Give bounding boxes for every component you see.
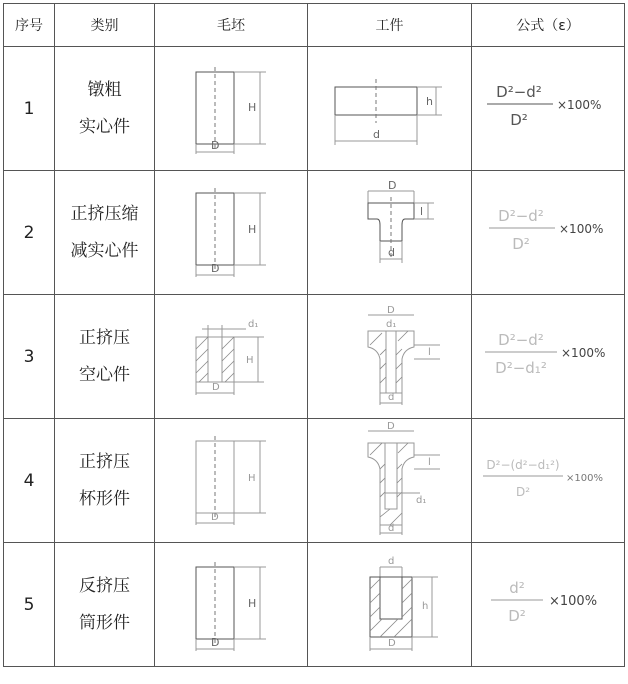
work-height-label: l bbox=[427, 346, 431, 358]
row-index: 2 bbox=[4, 171, 55, 295]
work-inner-diameter-label: d₁ bbox=[415, 494, 426, 506]
header-category: 类别 bbox=[55, 4, 155, 47]
work-height-label: h bbox=[425, 94, 433, 108]
formula-cell bbox=[472, 543, 625, 667]
row-category bbox=[55, 419, 155, 543]
work-top-diameter-label: D bbox=[386, 304, 395, 316]
formula-suffix: ×100% bbox=[561, 345, 606, 360]
table-row bbox=[4, 171, 625, 295]
header-blank: 毛坯 bbox=[155, 4, 308, 47]
table-row bbox=[4, 543, 625, 667]
header-workpiece: 工件 bbox=[308, 4, 472, 47]
formula-numerator: D²−d² bbox=[498, 330, 544, 349]
category-line: 空心件 bbox=[79, 364, 130, 385]
row-category bbox=[55, 47, 155, 171]
work-height-label: l bbox=[427, 456, 431, 468]
formula-suffix: ×100% bbox=[566, 472, 603, 484]
work-drawing-cell bbox=[308, 419, 472, 543]
blank-height-label: H bbox=[246, 354, 254, 366]
header-formula: 公式（ε） bbox=[472, 4, 625, 47]
blank-diameter-label: D bbox=[211, 635, 220, 649]
blank-hollow-cylinder-drawing bbox=[156, 297, 306, 417]
blank-diameter-label: D bbox=[211, 511, 219, 523]
formula-numerator: D²−d² bbox=[498, 206, 544, 225]
formula-numerator: D²−(d²−d₁²) bbox=[486, 457, 560, 472]
category-line: 杯形件 bbox=[79, 488, 130, 509]
formula-denominator: D² bbox=[510, 110, 528, 129]
table-row bbox=[4, 419, 625, 543]
blank-drawing-cell bbox=[155, 295, 308, 419]
work-extruded-cup-drawing bbox=[310, 421, 470, 541]
category-line: 实心件 bbox=[79, 116, 130, 137]
blank-diameter-label: D bbox=[211, 261, 220, 275]
work-top-diameter-label: D bbox=[387, 178, 396, 192]
work-inner-diameter-label: d₁ bbox=[385, 318, 396, 330]
row-index: 5 bbox=[4, 543, 55, 667]
row-category bbox=[55, 171, 155, 295]
header-row bbox=[4, 4, 625, 47]
strain-formula bbox=[473, 193, 623, 273]
blank-solid-cylinder-drawing bbox=[156, 421, 306, 541]
work-inner-diameter-label: d bbox=[387, 555, 394, 567]
formula-suffix: ×100% bbox=[559, 221, 604, 236]
strain-formula bbox=[473, 317, 623, 397]
blank-drawing-cell bbox=[155, 419, 308, 543]
formula-cell bbox=[472, 295, 625, 419]
blank-drawing-cell bbox=[155, 171, 308, 295]
work-extruded-shaft-drawing bbox=[310, 173, 470, 293]
work-drawing-cell bbox=[308, 171, 472, 295]
row-index: 3 bbox=[4, 295, 55, 419]
work-backward-extruded-cup-drawing bbox=[310, 545, 470, 665]
formula-denominator: D² bbox=[512, 234, 530, 253]
blank-height-label: H bbox=[248, 472, 256, 484]
category-line: 筒形件 bbox=[79, 612, 130, 633]
category-line: 正挤压 bbox=[79, 327, 130, 348]
blank-diameter-label: D bbox=[211, 138, 220, 152]
category-line: 正挤压缩 bbox=[70, 203, 139, 224]
table-row bbox=[4, 47, 625, 171]
category-line: 反挤压 bbox=[79, 575, 130, 596]
blank-drawing-cell bbox=[155, 47, 308, 171]
formula-suffix: ×100% bbox=[549, 593, 598, 609]
row-category bbox=[55, 295, 155, 419]
blank-height-label: H bbox=[248, 222, 257, 236]
formula-denominator: D² bbox=[515, 484, 531, 499]
blank-solid-cylinder-drawing bbox=[156, 173, 306, 293]
work-drawing-cell bbox=[308, 543, 472, 667]
formula-cell bbox=[472, 171, 625, 295]
strain-formula bbox=[473, 565, 623, 645]
blank-solid-cylinder-drawing bbox=[156, 545, 306, 665]
category-line: 镦粗 bbox=[87, 79, 122, 100]
row-category bbox=[55, 543, 155, 667]
work-height-label: h bbox=[421, 600, 428, 612]
formula-denominator: D²−d₁² bbox=[495, 358, 547, 377]
formula-suffix: ×100% bbox=[557, 97, 602, 112]
blank-inner-diameter-label: d₁ bbox=[248, 318, 259, 330]
table-row bbox=[4, 295, 625, 419]
work-diameter-label: d bbox=[387, 245, 395, 259]
blank-height-label: H bbox=[248, 596, 257, 610]
strain-formula bbox=[473, 69, 623, 149]
work-diameter-label: D bbox=[387, 637, 396, 649]
header-index: 序号 bbox=[4, 4, 55, 47]
formula-denominator: D² bbox=[508, 606, 526, 625]
row-index: 4 bbox=[4, 419, 55, 543]
formula-numerator: D²−d² bbox=[496, 82, 542, 101]
formula-numerator: d² bbox=[509, 578, 525, 597]
work-drawing-cell bbox=[308, 47, 472, 171]
strain-formula bbox=[473, 441, 623, 521]
work-top-diameter-label: D bbox=[386, 420, 395, 432]
work-drawing-cell bbox=[308, 295, 472, 419]
blank-height-label: H bbox=[248, 100, 257, 114]
work-upset-disc-drawing bbox=[310, 49, 470, 169]
blank-drawing-cell bbox=[155, 543, 308, 667]
strain-formula-table bbox=[3, 3, 625, 667]
work-extruded-tube-drawing bbox=[310, 297, 470, 417]
work-diameter-label: d bbox=[387, 522, 394, 534]
blank-diameter-label: D bbox=[212, 381, 220, 393]
work-height-label: l bbox=[419, 204, 423, 218]
category-line: 减实心件 bbox=[70, 240, 139, 261]
work-diameter-label: d bbox=[387, 391, 394, 403]
category-line: 正挤压 bbox=[79, 451, 130, 472]
blank-solid-cylinder-drawing bbox=[156, 49, 306, 169]
formula-cell bbox=[472, 419, 625, 543]
row-index: 1 bbox=[4, 47, 55, 171]
formula-cell bbox=[472, 47, 625, 171]
work-diameter-label: d bbox=[372, 127, 380, 141]
